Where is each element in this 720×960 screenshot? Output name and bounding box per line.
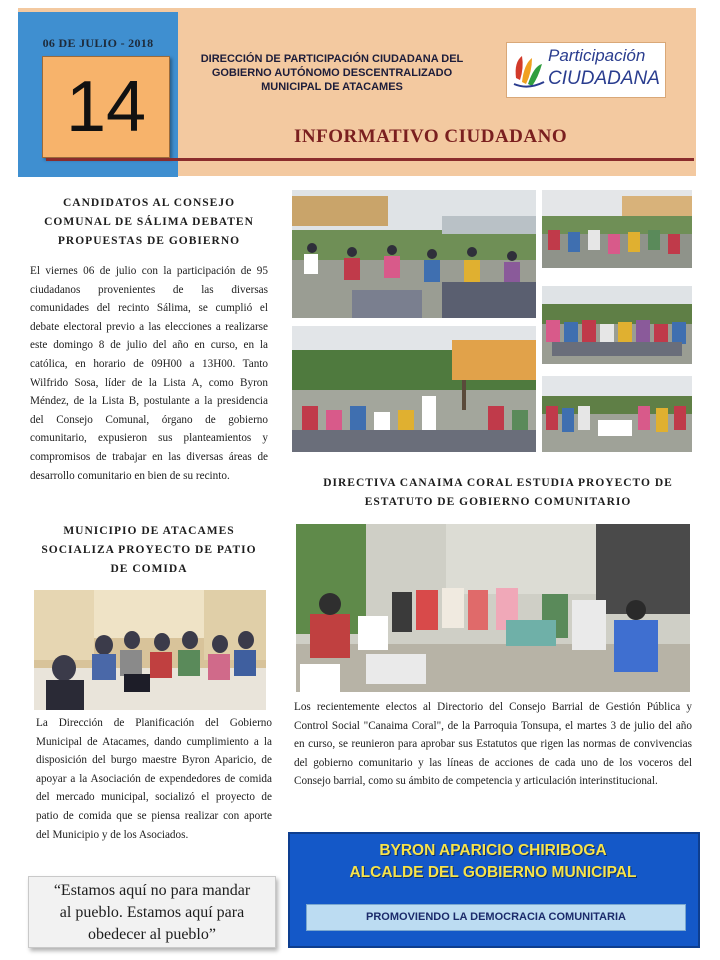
motto-text: PROMOVIENDO LA DEMOCRACIA COMUNITARIA <box>366 911 626 923</box>
photo-canaima-meeting <box>296 524 690 692</box>
issue-date: 06 DE JULIO - 2018 <box>42 36 154 50</box>
article-body-canaima: Los recientemente electos al Directorio del Consejo Barrial de Gestión Pública y Control Social "Canaima Coral", de la Parroquia Tonsupa, el martes 3 de julio del año en curso, se reunieron para aprobar sus Estatutos que rigen las normas de convivencias del gobierno comunitario y las líneas de acciones de cada uno de los voceros del Consejo barrial, como su ámbito de competencia y articulación interinstitucional. <box>294 701 692 788</box>
org-line: DIRECCIÓN DE PARTICIPACIÓN CIUDADANA DEL <box>200 53 464 65</box>
article-title-salima <box>30 194 268 251</box>
title-line: MUNICIPIO DE ATACAMES <box>63 525 235 537</box>
header-divider <box>46 158 694 161</box>
org-line: MUNICIPAL DE ATACAMES <box>261 81 403 93</box>
title-line: DE COMIDA <box>110 563 188 575</box>
title-line: DIRECTIVA CANAIMA CORAL ESTUDIA PROYECTO DE <box>323 477 673 489</box>
title-line: COMUNAL DE SÁLIMA DEBATEN <box>44 216 254 228</box>
article-title-canaima <box>298 474 698 512</box>
issue-number: 14 <box>65 67 147 147</box>
article-body-salima: El viernes 06 de julio con la participación de 95 ciudadanos provenientes de las diversas comunidades del recinto Sálima, se cumplió el debate electoral previo a las elecciones a realizarse este domingo 8 de julio del año en curso, en la católica, en horario de 09H00 a 13H00. Tanto Wilfrido Sosa, líder de la Lista A, como Byron Méndez, de la Lista B, postulante a la presidencia del Consejo Comunal, órgano de gobierno comunitario, expusieron sus planteamientos y compromisos de trabajar en las diversas áreas de desarrollo comunitario en bien de su recinto. <box>30 265 268 482</box>
mayor-role: ALCALDE DEL GOBIERNO MUNICIPAL <box>349 864 637 881</box>
org-line: GOBIERNO AUTÓNOMO DESCENTRALIZADO <box>211 67 453 79</box>
photo-salima-debate-1 <box>292 190 536 318</box>
newsletter-title: INFORMATIVO CIUDADANO <box>294 126 568 147</box>
photo-salima-debate-2 <box>542 190 692 268</box>
title-line: ESTATUTO DE GOBIERNO COMUNITARIO <box>364 496 632 508</box>
photo-salima-debate-4 <box>292 326 536 452</box>
logo-text-bottom: CIUDADANA <box>548 68 660 89</box>
title-line: SOCIALIZA PROYECTO DE PATIO <box>41 544 257 556</box>
title-line: PROPUESTAS DE GOBIERNO <box>57 235 241 247</box>
photo-patio-meeting <box>34 590 266 710</box>
title-line: CANDIDATOS AL CONSEJO <box>62 197 236 209</box>
mayor-quote-box <box>28 876 276 948</box>
hands-logo-icon <box>510 48 548 90</box>
quote-line: al pueblo. Estamos aquí para <box>59 904 245 921</box>
photo-salima-debate-3 <box>542 286 692 364</box>
article-title-patio <box>30 522 268 579</box>
quote-line: “Estamos aquí no para mandar <box>53 882 251 899</box>
quote-line: obedecer al pueblo” <box>88 926 216 943</box>
organization-name <box>182 52 482 94</box>
article-body-patio: La Dirección de Planificación del Gobierno Municipal de Atacames, dando cumplimiento a la disposición del burgo maestre Byron Aparicio, de apoyar a la Asociación de expendedores de comida del mercado municipal, socializó el proyecto de patio de comida que se piensa realizar con aporte del Municipio y de los Asociados. <box>36 717 272 841</box>
mayor-info <box>288 840 698 884</box>
photo-salima-debate-5 <box>542 376 692 452</box>
logo-text-top: Participación <box>548 46 646 65</box>
mayor-name: BYRON APARICIO CHIRIBOGA <box>379 842 607 859</box>
